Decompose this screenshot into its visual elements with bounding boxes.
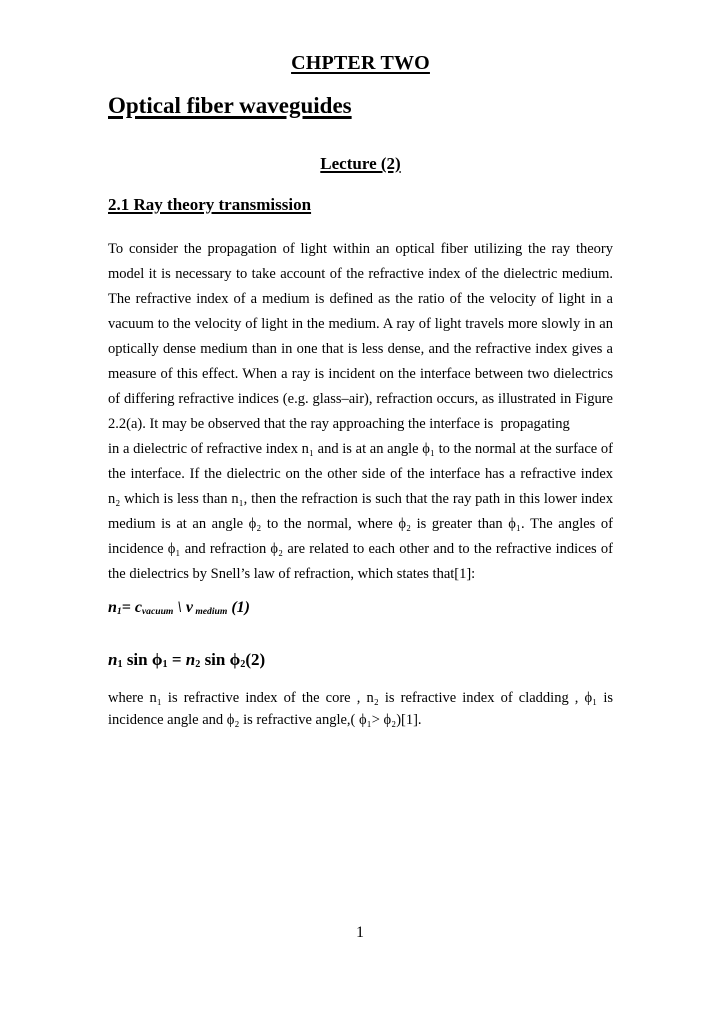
equation-segment: sin ϕ [122, 650, 163, 670]
lecture-heading: Lecture (2) [320, 154, 401, 173]
text-line: medium is at an angle ϕ₂ to the normal, where ϕ₂ is greater than ϕ₁. The angles of [108, 516, 613, 532]
equation-segment: n [108, 650, 118, 670]
text-line: The refractive index of a medium is defined as the ratio of the velocity of light in a [108, 291, 613, 307]
text-line: optically dense medium than in one that is less dense, and the refractive index gives a [108, 341, 613, 357]
equation-segment: (1) [227, 599, 250, 616]
equation-segment: medium [192, 606, 228, 618]
paragraph-intro [108, 237, 613, 437]
equation-segment: 2 [240, 659, 246, 671]
text-line: incidence angle and ϕ₂ is refractive angle,( ϕ₁> ϕ₂)[1]. [108, 711, 422, 728]
text-line: 2.2(a). It may be observed that the ray approaching the interface is propagating [108, 416, 570, 432]
equation-snell-law [108, 647, 613, 678]
equation-refractive-index-definition [108, 596, 613, 624]
section-heading: 2.1 Ray theory transmission [108, 195, 312, 214]
document-title: Optical fiber waveguides [108, 93, 352, 118]
equation-segment: n [185, 650, 196, 670]
text-line: the dielectrics by Snell’s law of refraction, which states that[1]: [108, 566, 476, 582]
text-line: the interface. If the dielectric on the other side of the interface has a refractive index [108, 466, 613, 482]
equation-segment: v [185, 599, 193, 616]
text-line: of differing refractive indices (e.g. glass–air), refraction occurs, as illustrated in Figure [108, 391, 613, 407]
equation-segment: = c [121, 599, 142, 616]
equation-segment: = [167, 650, 186, 670]
equation-segment: 1 [117, 659, 123, 671]
text-line: To consider the propagation of light within an optical fiber utilizing the ray theory [108, 241, 613, 257]
equation-segment: vacuum [141, 606, 174, 618]
text-line: incidence ϕ₁ and refraction ϕ₂ are related to each other and to the refractive indices of [108, 541, 613, 557]
paragraph-refraction [108, 437, 613, 587]
equation-segment: \ [173, 599, 186, 616]
page-content [108, 52, 613, 731]
text-line: where n₁ is refractive index of the core , n₂ is refractive index of cladding , ϕ₁ is [108, 690, 613, 707]
equation-segment: n [108, 599, 117, 616]
equation-segment: 2 [195, 659, 201, 671]
equation-segment: sin ϕ [200, 650, 241, 670]
equation-segment: 1 [116, 606, 122, 618]
text-line: in a dielectric of refractive index n₁ and is at an angle ϕ₁ to the normal at the surface of [108, 441, 613, 457]
page-number: 1 [356, 924, 364, 941]
equation-segment: (2) [245, 650, 266, 670]
text-line: model it is necessary to take account of the refractive index of the dielectric medium. [108, 266, 613, 282]
text-line: n₂ which is less than n₁, then the refraction is such that the ray path in this lower index [108, 491, 613, 507]
text-line: measure of this effect. When a ray is incident on the interface between two dielectrics [108, 366, 613, 382]
equation-segment: 1 [162, 659, 168, 671]
paragraph-symbol-definitions [108, 688, 613, 731]
text-line: vacuum to the velocity of light in the medium. A ray of light travels more slowly in an [108, 316, 613, 332]
chapter-title: CHPTER TWO [291, 52, 430, 74]
